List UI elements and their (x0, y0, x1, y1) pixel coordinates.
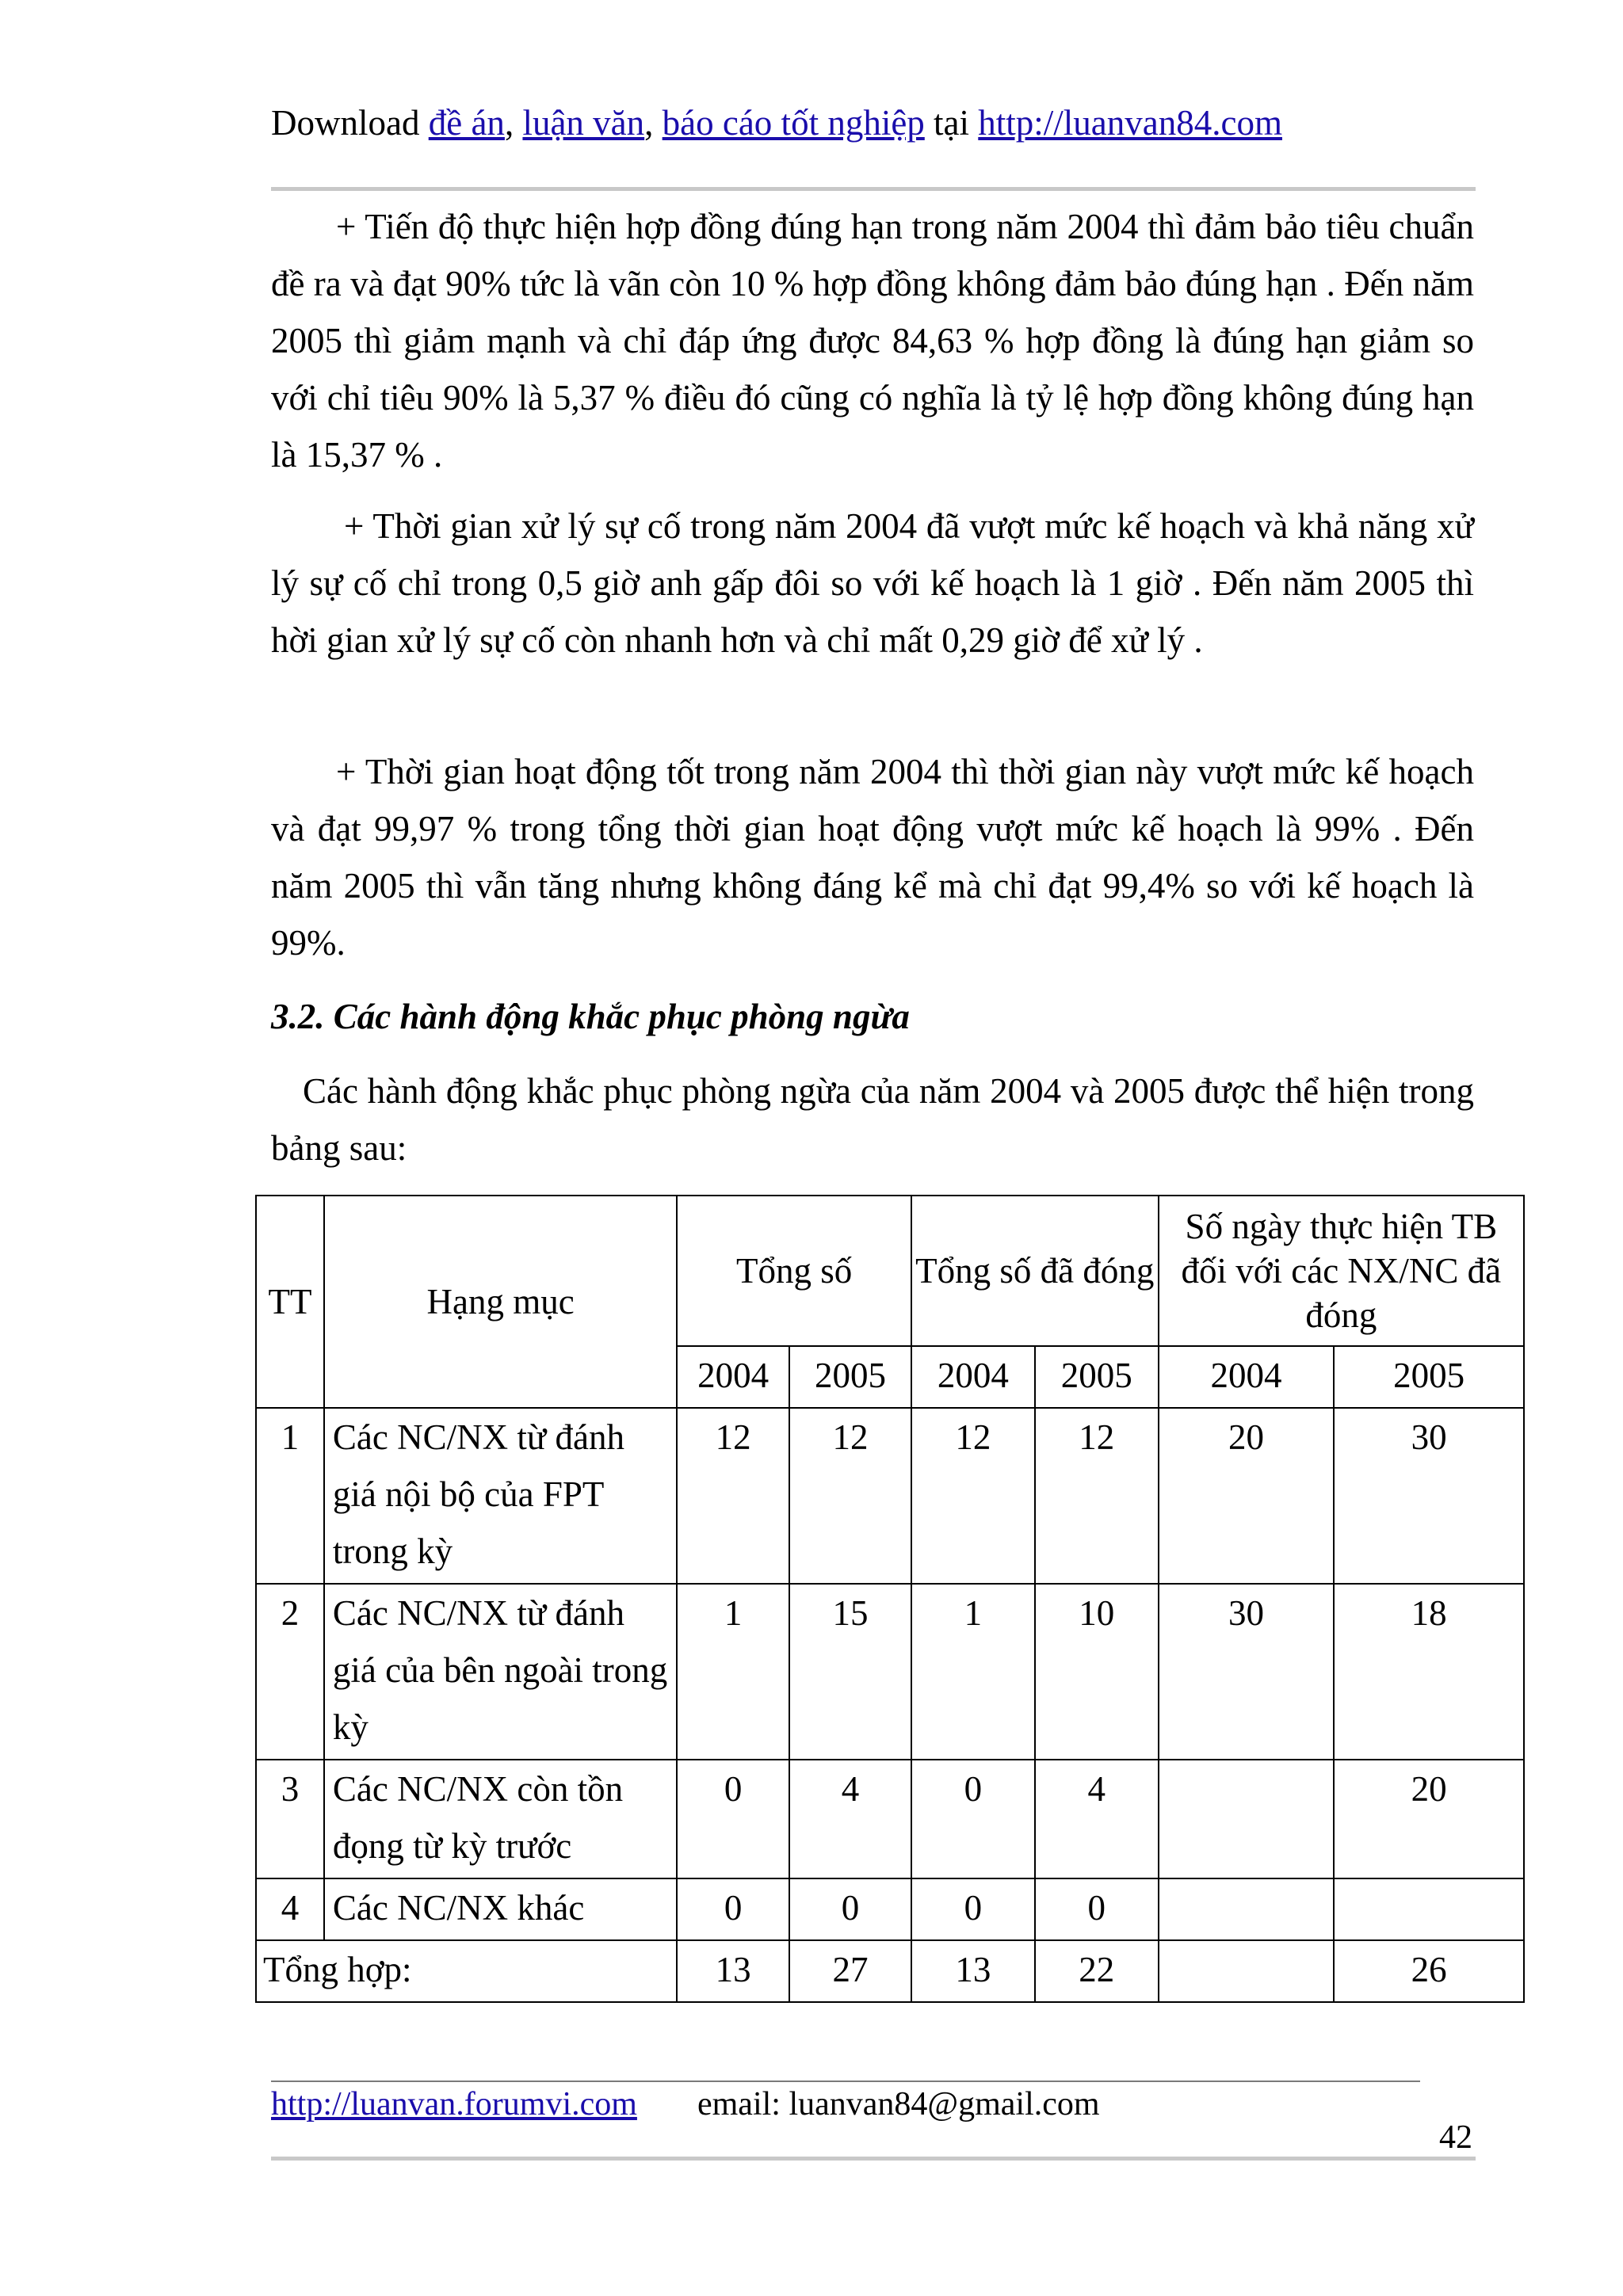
link-luan-van[interactable]: luận văn (522, 103, 645, 143)
footer-forum-link[interactable]: http://luanvan.forumvi.com (271, 2086, 637, 2122)
row-value: 30 (1159, 1584, 1335, 1760)
row-value: 4 (789, 1760, 911, 1878)
row-value: 0 (789, 1878, 911, 1940)
total-value: 13 (677, 1940, 789, 2002)
total-value: 22 (1035, 1940, 1159, 2002)
row-value: 12 (1035, 1408, 1159, 1584)
row-number: 3 (256, 1760, 324, 1878)
row-value: 30 (1334, 1408, 1524, 1584)
total-value: 13 (911, 1940, 1035, 2002)
row-value (1159, 1760, 1335, 1878)
table-row (256, 1760, 1524, 1878)
total-value: 26 (1334, 1940, 1524, 2002)
header-separator: , (644, 103, 663, 143)
row-value: 0 (911, 1760, 1035, 1878)
row-item: Các NC/NX khác (324, 1878, 677, 1940)
footer-link-wrapper (271, 2082, 637, 2126)
paragraph-contract-progress: + Tiến độ thực hiện hợp đồng đúng hạn trong năm 2004 thì đảm bảo tiêu chuẩn đề ra và đạt 90% tức là vãn còn 10 % hợp đồng không đảm bảo đúng hạn . Đến năm 2005 thì giảm mạnh và chỉ đáp ứng được 84,63 % hợp đồng là đúng hạn giảm so với chỉ tiêu 90% là 5,37 % điều đó cũng có nghĩa là tỷ lệ hợp đồng không đúng hạn là 15,37 % . (271, 207, 1474, 475)
row-value: 1 (911, 1584, 1035, 1760)
row-value: 10 (1035, 1584, 1159, 1760)
link-site[interactable]: http://luanvan84.com (978, 103, 1282, 143)
row-value: 20 (1334, 1760, 1524, 1878)
row-value: 0 (677, 1760, 789, 1878)
row-item: Các NC/NX từ đánh giá nội bộ của FPT trong kỳ (324, 1408, 677, 1584)
paragraph-incident-time: + Thời gian xử lý sự cố trong năm 2004 đã vượt mức kế hoạch và khả năng xử lý sự cố chỉ trong 0,5 giờ anh gấp đôi so với kế hoạch là 1 giờ . Đến năm 2005 thì hời gian xử lý sự cố còn nhanh hơn và chỉ mất 0,29 giờ để xử lý . (271, 506, 1474, 660)
header-tt: TT (256, 1196, 324, 1408)
table-row (256, 1584, 1524, 1760)
year-cell: 2004 (1159, 1346, 1335, 1408)
section-heading: 3.2. Các hành động khắc phục phòng ngừa (271, 997, 910, 1036)
total-value: 27 (789, 1940, 911, 2002)
row-value: 1 (677, 1584, 789, 1760)
row-item: Các NC/NX còn tồn đọng từ kỳ trước (324, 1760, 677, 1878)
row-value (1159, 1878, 1335, 1940)
row-number: 4 (256, 1878, 324, 1940)
row-value: 12 (911, 1408, 1035, 1584)
row-value: 20 (1159, 1408, 1335, 1584)
paragraph-table-intro: Các hành động khắc phục phòng ngừa của năm 2004 và 2005 được thể hiện trong bảng sau: (271, 1071, 1474, 1168)
row-value: 12 (789, 1408, 911, 1584)
page-header (271, 99, 1476, 147)
row-value: 12 (677, 1408, 789, 1584)
row-value: 15 (789, 1584, 911, 1760)
header-separator: , (504, 103, 523, 143)
row-value: 18 (1334, 1584, 1524, 1760)
year-cell: 2005 (1334, 1346, 1524, 1408)
row-value: 0 (911, 1878, 1035, 1940)
row-number: 1 (256, 1408, 324, 1584)
footer-bottom-divider (271, 2157, 1476, 2161)
header-prefix: Download (271, 103, 429, 143)
row-number: 2 (256, 1584, 324, 1760)
row-value: 0 (677, 1878, 789, 1940)
row-item: Các NC/NX từ đánh giá của bên ngoài trong kỳ (324, 1584, 677, 1760)
corrective-actions-table (255, 1195, 1525, 2003)
header-divider (271, 187, 1476, 191)
header-item: Hạng mục (324, 1196, 677, 1408)
total-label: Tổng hợp: (256, 1940, 677, 2002)
row-value (1334, 1878, 1524, 1940)
header-mid-text: tại (924, 103, 979, 143)
link-de-an[interactable]: đề án (428, 103, 505, 143)
table-row (256, 1878, 1524, 1940)
footer-email: email: luanvan84@gmail.com (697, 2086, 1100, 2122)
table-header-row (256, 1196, 1524, 1346)
header-avg-days: Số ngày thực hiện TB đối với các NX/NC đã đóng (1159, 1196, 1524, 1346)
page-number: 42 (1439, 2119, 1472, 2156)
total-value (1159, 1940, 1335, 2002)
row-value: 4 (1035, 1760, 1159, 1878)
year-cell: 2004 (677, 1346, 789, 1408)
link-bao-cao[interactable]: báo cáo tốt nghiệp (662, 103, 925, 143)
table-row (256, 1408, 1524, 1584)
year-cell: 2004 (911, 1346, 1035, 1408)
paragraph-uptime: + Thời gian hoạt động tốt trong năm 2004 thì thời gian này vượt mức kế hoạch và đạt 99,97 % trong tổng thời gian hoạt động vượt mức kế hoạch là 99% . Đến năm 2005 thì vẫn tăng nhưng không đáng kể mà chỉ đạt 99,4% so với kế hoạch là 99%. (271, 752, 1474, 963)
row-value: 0 (1035, 1878, 1159, 1940)
header-closed: Tổng số đã đóng (911, 1196, 1159, 1346)
year-cell: 2005 (1035, 1346, 1159, 1408)
header-total: Tổng số (677, 1196, 911, 1346)
year-cell: 2005 (789, 1346, 911, 1408)
table-total-row (256, 1940, 1524, 2002)
